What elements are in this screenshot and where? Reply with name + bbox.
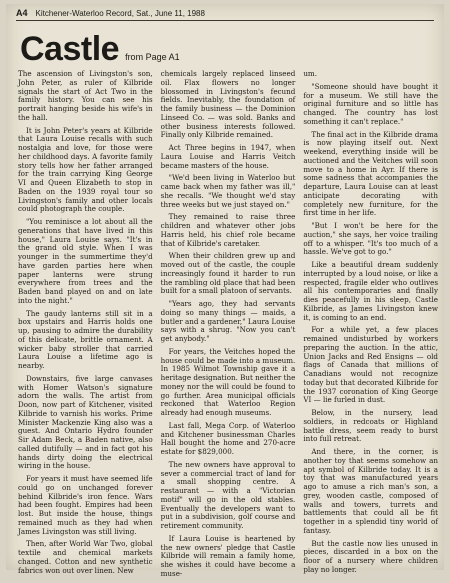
paragraph: When their children grew up and moved out of the castle, the couple increasingly found it harder to run the rambling old place that had been built for a small platoon of servants. (160, 251, 296, 296)
paragraph: The new owners have approval to sever a commercial tract of land for a small shopping centre. A restaurant — with a "Victorian motif" will go in the old stables. Eventually the developers want to put in a subdivision, golf course and retirement community. (160, 459, 296, 530)
paragraph: If Laura Louise is heartened by the new owners' pledge that Castle Kilbride will remain a family home, she wishes it could have become a muse- (160, 533, 296, 578)
newspaper-clipping (6, 4, 444, 578)
paragraph: Act Three begins in 1947, when Laura Louise and Harris Veitch became masters of the house. (160, 143, 296, 170)
page-header (16, 6, 434, 21)
paragraph: Downstairs, five large canvases with Homer Watson's signature adorn the walls. The artist from Doon, now part of Kitchener, visited Kilbride to varnish his works. Prime Minister Mackenzie King also was a guest. And Ontario Hydro founder Sir Adam Beck, a Baden native, also called dutifully — and in fact got his hands dirty doing the electrical wiring in the house. (18, 373, 153, 471)
paragraph: For a while yet, a few places remained undisturbed by workers preparing the auction. In the attic, Union Jacks and Red Ensigns — old flags of Canada that millions of Canadians would not recognize today but that decorated Kilbride for the 1937 coronation of King George VI — lie furled in dust. (303, 325, 438, 405)
headline-title: Castle (20, 30, 120, 68)
headline (20, 26, 180, 66)
paragraph: "Someone should have bought it for a museum. We still have the original furniture and so little has changed. The country has lost something it can't replace." (303, 81, 438, 126)
article-column-3 (303, 70, 438, 583)
paragraph: The gaudy lanterns still sit in a box upstairs and Harris holds one up, pausing to admire the durability of this delicate, brittle ornament. A wicker baby stroller that carried Laura Louise a lifetime ago is nearby. (18, 308, 153, 370)
paragraph: "Years ago, they had servants doing so many things — maids, a butler and a gardener," Laura Louise says with a shrug. "Now you can't get anybody." (160, 299, 296, 343)
article-column-1 (18, 70, 153, 583)
paragraph: The ascension of Livingston's son, John Peter, as ruler of Kilbride signals the start of Act Two in the family history. You can see his portrait hanging beside his wife's in the hall. (18, 69, 153, 122)
article-body (18, 69, 438, 578)
paragraph: "You reminisce a lot about all the generations that have lived in this house," Laura Louise says. "It's in the grand old style. When I was younger in the summertime they'd have garden parties here when paper lanterns were strung everywhere from trees and the Baden band played on and on late into the night." (18, 217, 153, 305)
paragraph: Last fall, Mega Corp. of Waterloo and Kitchener businessman Charles Hall bought the home and 270-acre estate for $829,000. (160, 420, 296, 456)
paragraph: chemicals largely replaced linseed oil. Flax flowers no longer blossomed in Livingston's fecund fields. Inevitably, the foundation of the family business — the Dominion Linseed Co. — was sold. Banks and other business interests followed. Finally only Kilbride remained. (160, 69, 296, 140)
paragraph: But the castle now lies unused in pieces, discarded in a box on the floor of a nursery where children play no longer. (303, 538, 438, 574)
paragraph: The final act in the Kilbride drama is now playing itself out. Next weekend, everything inside will be auctioned and the Veitches will soon move to a home in Ayr. If there is some sadness that accompanies the departure, Laura Louise can at least anticipate decorating with completely new furniture, for the first time in her life. (303, 129, 438, 218)
paragraph: Then, after World War Two, global textile and chemical markets changed. Cotton and new synthetic fabrics won out over linen. New (18, 539, 153, 575)
continued-from: from Page A1 (125, 52, 180, 62)
article-column-2 (161, 70, 296, 583)
paragraph: It is John Peter's years at Kilbride that Laura Louise recalls with such nostalgia and love, for those were her childhood days. A favorite family story tells how her father arranged for the train carrying King George VI and Queen Elizabeth to stop in Baden on the 1939 royal tour so Livingston's family and other locals could photograph the couple. (18, 125, 153, 214)
paragraph: For years, the Veitches hoped the house could be made into a museum. In 1985 Wilmot Township gave it a heritage designation. But neither the money nor the will could be found to go further. Area municipal officials reckoned that Waterloo Region already had enough museums. (160, 346, 296, 417)
paragraph: Like a beautiful dream suddenly interrupted by a loud noise, or like a respected, fragile elder who outlives all his contemporaries and finally dies peacefully in his sleep, Castle Kilbride, as James Livingston knew it, is coming to an end. (303, 260, 438, 322)
paragraph: They remained to raise three children and whatever other jobs Harris held, his chief role became that of Kilbride's caretaker. (160, 212, 296, 248)
dateline: Kitchener-Waterloo Record, Sat., June 11, 1988 (35, 8, 205, 18)
paragraph: "We'd been living in Waterloo but came back when my father was ill," she recalls. "We thought we'd stay three weeks but we just stayed on." (160, 173, 296, 209)
paragraph: For years it must have seemed life could go on unchanged forever behind Kilbride's iron fence. Wars had been fought. Empires had been lost. But inside the house, things remained much as they had when James Livingston was still living. (18, 474, 153, 536)
page-number: A4 (16, 8, 28, 18)
paragraph: um. (303, 69, 317, 78)
paragraph: And there, in the corner, is another toy that seems somehow an apt symbol of Kilbride today. It is a toy that was manufactured years ago to amuse a rich man's son, a grey, wooden castle, composed of walls and towers, turrets and battlements that could all be fit together in a splendid tiny world of fantasy. (303, 447, 438, 535)
paragraph: Below, in the nursery, lead soldiers, in redcoats or Highland battle dress, seem ready to burst into full retreat. (303, 408, 438, 444)
paragraph: "But I won't be here for the auction," she says, her voice trailing off to a whisper. "It's too much of a hassle. We've got to go." (303, 221, 438, 257)
